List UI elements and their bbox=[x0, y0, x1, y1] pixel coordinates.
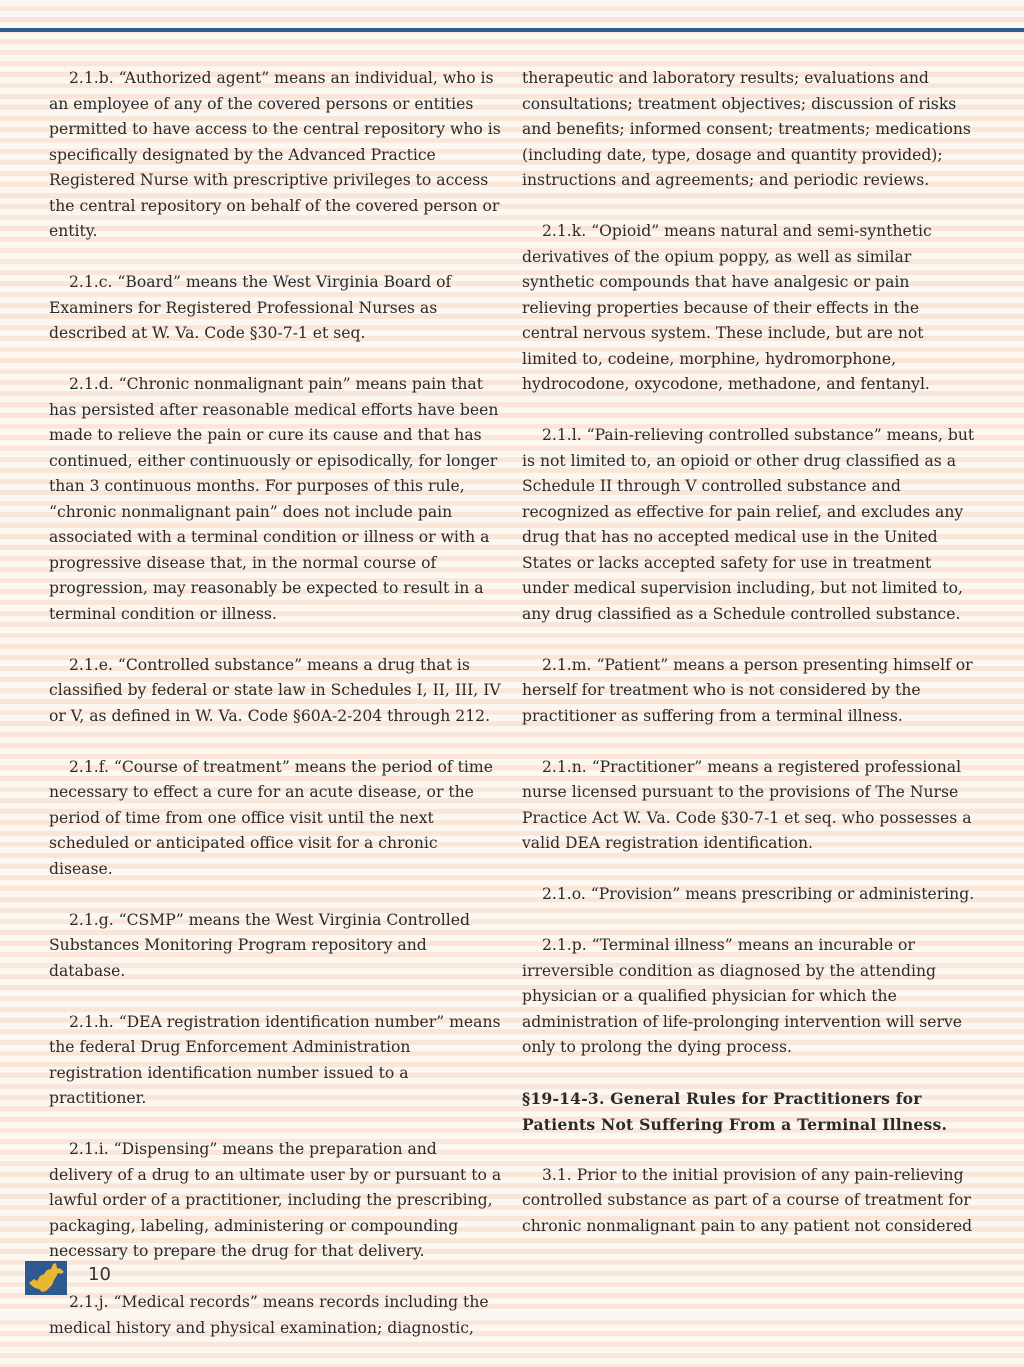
definition-paragraph: 2.1.n. “Practitioner” means a registered professional nurse licensed pursuant to the provisions of The Nurse Practice Act W. Va. Code §30-7-1 et seq. who possesses a valid DEA registration identification. bbox=[522, 757, 972, 852]
definition-paragraph: 2.1.p. “Terminal illness” means an incurable or irreversible condition as diagnosed by the attending physician or a qualified physician for which the administration of life-prolonging intervention will serve only to prolong the dying process. bbox=[522, 936, 962, 1056]
definition-paragraph: 2.1.o. “Provision” means prescribing or administering. bbox=[542, 885, 975, 903]
definition-paragraph: 2.1.g. “CSMP” means the West Virginia Controlled Substances Monitoring Program repository and database. bbox=[49, 910, 470, 980]
definition-paragraph: 2.1.m. “Patient” means a person presenting himself or herself for treatment who is not considered by the practitioner as suffering from a terminal illness. bbox=[522, 655, 973, 725]
definition-paragraph: 2.1.j. “Medical records” means records including the medical history and physical examination; diagnostic, bbox=[49, 1293, 489, 1337]
section-heading: §19-14-3. General Rules for Practitioners for Patients Not Suffering From a Terminal Illness. bbox=[522, 1089, 948, 1134]
definition-paragraph: 2.1.k. “Opioid” means natural and semi-synthetic derivatives of the opium poppy, as well as similar synthetic compounds that have analgesic or pain relieving properties because of their effects in the central nervous system. These include, but are not limited to, codeine, morphine, hydromorphone, hydrocodone, oxycodone, methadone, and fentanyl. bbox=[522, 222, 932, 393]
definition-paragraph: 2.1.e. “Controlled substance” means a drug that is classified by federal or state law in Schedules I, II, III, IV or V, as defined in W. Va. Code §60A-2-204 through 212. bbox=[49, 655, 501, 725]
definition-paragraph: 2.1.f. “Course of treatment” means the period of time necessary to effect a cure for an acute disease, or the period of time from one office visit until the next scheduled or anticipated office visit for a chronic disease. bbox=[49, 757, 493, 878]
page-number: 10 bbox=[88, 1264, 111, 1285]
definition-paragraph: 2.1.c. “Board” means the West Virginia Board of Examiners for Registered Professional Nurses as described at W. Va. Code §30-7-1 et seq. bbox=[49, 273, 452, 342]
left-column bbox=[49, 66, 505, 1367]
west-virginia-state-icon bbox=[25, 1261, 67, 1295]
rule-paragraph: 3.1. Prior to the initial provision of any pain-relieving controlled substance as part of a course of treatment for chronic nonmalignant pain to any patient not considered bbox=[522, 1165, 973, 1235]
definition-paragraph: 2.1.h. “DEA registration identification number” means the federal Drug Enforcement Administration registration identification number issued to a practitioner. bbox=[49, 1012, 501, 1107]
definition-paragraph: 2.1.l. “Pain-relieving controlled substance” means, but is not limited to, an opioid or other drug classified as a Schedule II through V controlled substance and recognized as effective for pain relief, and excludes any drug that has no accepted medical use in the United States or lacks accepted safety for use in treatment under medical supervision including, but not limited to, any drug classified as a Schedule controlled substance. bbox=[522, 426, 975, 623]
definition-paragraph: 2.1.d. “Chronic nonmalignant pain” means pain that has persisted after reasonable medical efforts have been made to relieve the pain or cure its cause and that has continued, either continuously or episodically, for longer than 3 continuous months. For purposes of this rule, “chronic nonmalignant pain” does not include pain associated with a terminal condition or illness or with a progressive disease that, in the normal course of progression, may reasonably be expected to result in a terminal condition or illness. bbox=[49, 375, 499, 623]
header-rule bbox=[0, 28, 1024, 32]
definition-paragraph: 2.1.i. “Dispensing” means the preparation and delivery of a drug to an ultimate user by or pursuant to a lawful order of a practitioner, including the prescribing, packaging, labeling, administering or compounding necessary to prepare the drug for that delivery. bbox=[49, 1140, 502, 1260]
definition-paragraph: 2.1.b. “Authorized agent” means an individual, who is an employee of any of the covered persons or entities permitted to have access to the central repository who is specifically designated by the Advanced Practice Registered Nurse with prescriptive privileges to access the central repository on behalf of the covered person or entity. bbox=[49, 69, 501, 240]
continuation-paragraph: therapeutic and laboratory results; evaluations and consultations; treatment objectives; discussion of risks and benefits; informed consent; treatments; medications (including date, type, dosage and quantity provided); instructions and agreements; and periodic reviews. bbox=[522, 69, 971, 189]
right-column bbox=[522, 66, 978, 1265]
